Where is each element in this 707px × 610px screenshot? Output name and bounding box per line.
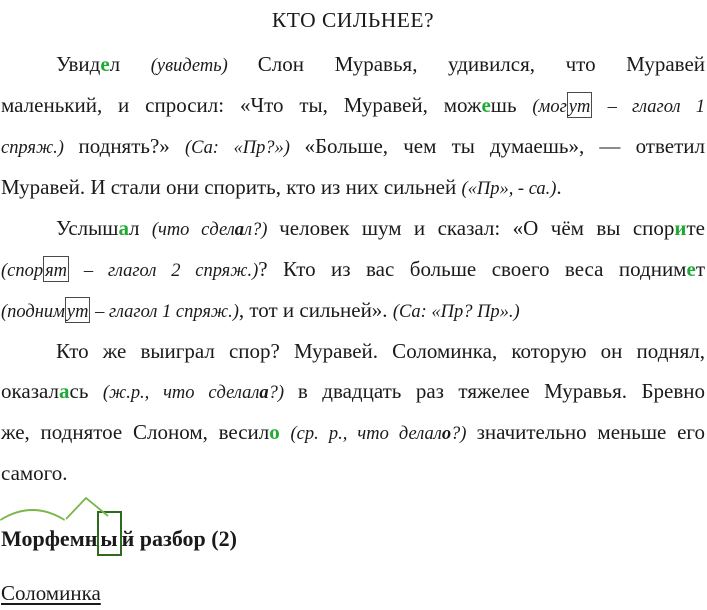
text-line xyxy=(1,371,705,412)
green-ending-letter: и xyxy=(674,216,687,240)
suffix-caret-icon xyxy=(65,496,109,520)
annotation-run: (что сдел xyxy=(151,219,235,239)
annotation-run: ?) xyxy=(268,382,298,402)
green-ending-letter: о xyxy=(269,420,280,444)
annotation-run: л?) xyxy=(243,219,280,239)
text-line xyxy=(1,44,705,85)
text-line xyxy=(1,126,705,167)
morpheme-root-text: Морфем xyxy=(1,526,85,551)
root-arc-icon xyxy=(0,505,66,521)
green-ending-letter: е xyxy=(686,257,696,281)
text-body xyxy=(1,44,705,493)
annotation-run: ?) xyxy=(451,423,477,443)
text-run: ? Кто из вас больше своего веса подним xyxy=(258,257,687,281)
text-run: шь xyxy=(490,93,533,117)
annotation-run: – глагол 1 спряж.) xyxy=(90,301,239,321)
annotation-run: («Пр», - са.) xyxy=(461,178,557,198)
text-line xyxy=(1,208,705,249)
morpheme-ending-box: ы xyxy=(97,511,121,556)
boxed-verb-ending: ят xyxy=(43,256,69,282)
text-run: поднять?» xyxy=(78,134,185,158)
annotation-run: (Са: «Пр?») xyxy=(184,137,305,157)
text-line xyxy=(1,453,705,493)
text-run: , тот и сильней». xyxy=(238,298,393,322)
boxed-verb-ending: ут xyxy=(567,92,593,118)
text-line xyxy=(1,290,705,331)
text-run: л xyxy=(109,52,151,76)
text-run: же, поднятое Слоном, весил xyxy=(1,420,270,444)
annotation-run: (ср. р., что делал xyxy=(290,423,442,443)
annotation-run: (спор xyxy=(1,260,44,280)
text-run: самого. xyxy=(1,461,68,485)
annotation-run: (ж.р., что сделал xyxy=(102,382,260,402)
text-run: оказал xyxy=(1,379,59,403)
boxed-verb-ending: ут xyxy=(65,297,91,323)
morpheme-rest-text: й разбор (2) xyxy=(121,526,237,551)
annotation-run: – глагол 1 xyxy=(592,96,705,116)
text-run: человек шум и сказал: «О чём вы спор xyxy=(279,216,675,240)
word-solominka: Соломинка xyxy=(1,581,101,605)
annotation-run: (Са: «Пр? Пр».) xyxy=(392,301,520,321)
text-run: Услыш xyxy=(56,216,119,240)
green-ending-letter: е xyxy=(481,93,491,117)
text-run: «Больше, чем ты думаешь», — ответил xyxy=(304,134,705,158)
annotation-run: спряж.) xyxy=(1,137,79,157)
text-run: те xyxy=(686,216,705,240)
annotation-run: а xyxy=(234,219,244,239)
morpheme-root xyxy=(1,518,85,560)
text-run: Кто же выиграл спор? Муравей. Соломинка, которую он поднял, xyxy=(56,339,705,363)
text-run: т xyxy=(695,257,705,281)
page-title: КТО СИЛЬНЕЕ? xyxy=(271,8,435,32)
text-line xyxy=(1,331,705,371)
annotation-run: – глагол 2 спряж.) xyxy=(69,260,259,280)
annotation-run: а xyxy=(259,382,269,402)
morpheme-heading xyxy=(1,518,705,560)
text-run: в двадцать раз тяжелее Муравья. Бревно xyxy=(297,379,705,403)
text-run xyxy=(280,420,291,444)
morpheme-suffix-text: н xyxy=(84,526,98,551)
green-ending-letter: а xyxy=(59,379,70,403)
green-ending-letter: е xyxy=(100,52,110,76)
text-run: Увид xyxy=(56,52,101,76)
text-line xyxy=(1,85,705,126)
text-run: Муравей. И стали они спорить, кто из них сильней xyxy=(1,175,462,199)
text-run: Слон Муравья, удивился, что Муравей xyxy=(257,52,705,76)
text-run: значительно меньше его xyxy=(476,420,705,444)
annotation-run: (мог xyxy=(532,96,567,116)
text-run: л xyxy=(128,216,152,240)
text-run: маленький, и спросил: «Что ты, Муравей, мож xyxy=(1,93,482,117)
text-line xyxy=(1,167,705,208)
morpheme-suffix xyxy=(85,518,98,560)
green-ending-letter: а xyxy=(118,216,129,240)
text-run: . xyxy=(556,175,562,199)
annotation-run: о xyxy=(441,423,452,443)
text-run: сь xyxy=(69,379,103,403)
text-line xyxy=(1,412,705,453)
annotation-run: (подним xyxy=(1,301,65,321)
text-line xyxy=(1,249,705,290)
annotation-run: (увидеть) xyxy=(150,55,258,75)
